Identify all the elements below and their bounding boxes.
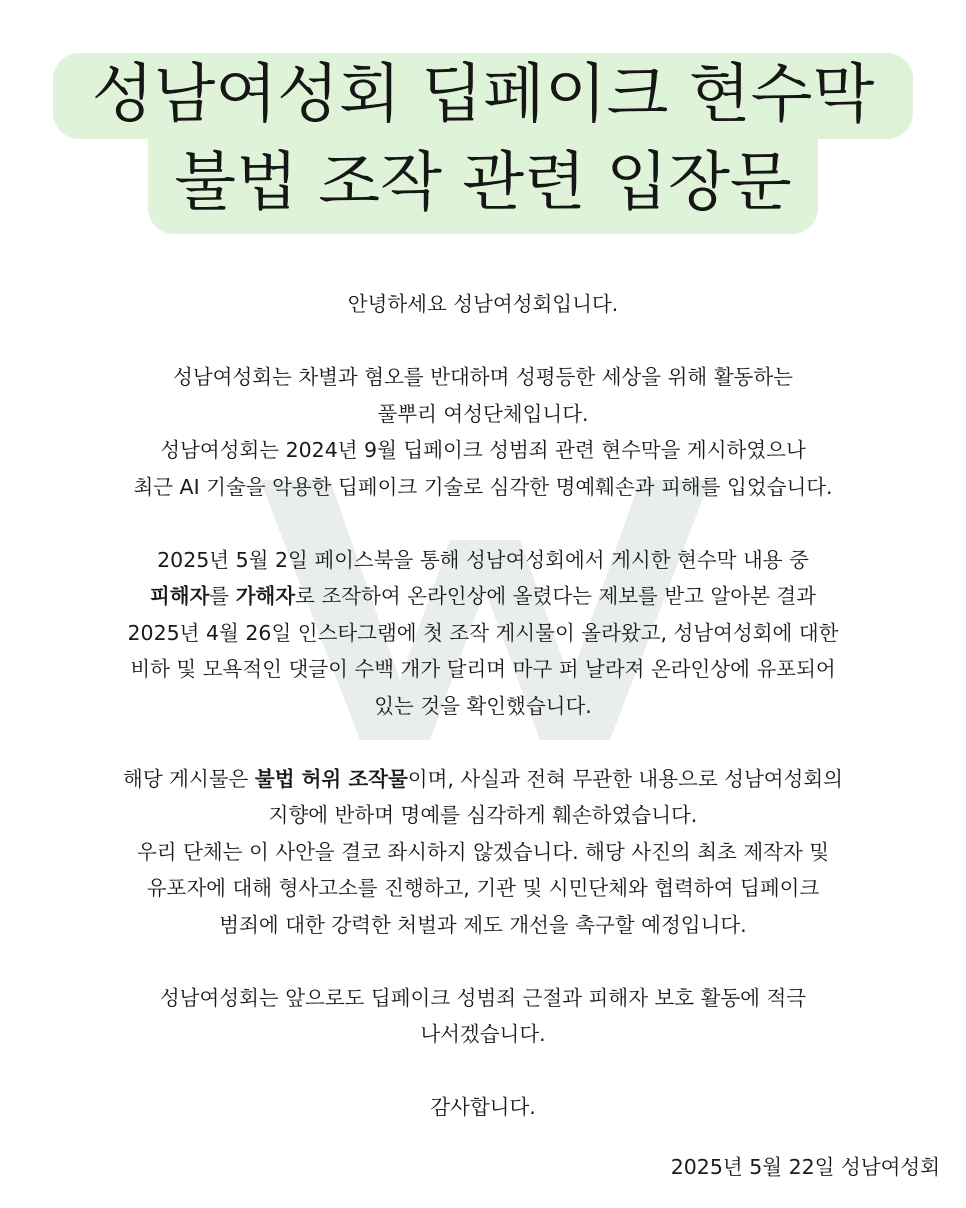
statement-line-1 [20, 761, 946, 798]
report-paragraph [20, 542, 946, 725]
statement-line-1-part-1: 해당 게시물은 [123, 766, 255, 791]
page-title-line-2: 불법 조작 관련 입장문 [148, 139, 818, 234]
greeting-text: 안녕하세요 성남여성회입니다. [347, 292, 619, 316]
intro-line-1: 성남여성회는 차별과 혐오를 반대하며 성평등한 세상을 위해 활동하는 [173, 365, 793, 389]
closing-line-1: 성남여성회는 앞으로도 딥페이크 성범죄 근절과 피해자 보호 활동에 적극 [159, 985, 807, 1010]
report-line-2-part-2: 로 조작하여 온라인상에 올렸다는 제보를 받고 알아본 결과 [295, 584, 817, 608]
statement-line-2: 지향에 반하며 명예를 심각하게 훼손하였습니다. [268, 803, 698, 827]
thanks-paragraph [20, 1089, 946, 1126]
date-signature: 2025년 5월 22일 성남여성회 [670, 1155, 940, 1179]
report-line-1: 2025년 5월 2일 페이스북을 통해 성남여성회에서 게시한 현수막 내용 중 [157, 547, 809, 572]
greeting-paragraph [20, 286, 946, 323]
perpetrator-bold-text: 가해자 [235, 584, 296, 608]
statement-paragraph [20, 761, 946, 944]
report-line-2 [20, 578, 946, 615]
statement-line-3: 우리 단체는 이 사안을 결코 좌시하지 않겠습니다. 해당 사진의 최초 제작자 및 [136, 839, 830, 864]
statement-line-5: 범죄에 대한 강력한 처벌과 제도 개선을 촉구할 예정입니다. [219, 912, 747, 937]
page-title-line-1: 성남여성회 딥페이크 현수막 [53, 53, 913, 139]
report-line-3: 2025년 4월 26일 인스타그램에 첫 조작 게시물이 올라왔고, 성남여성회에 대한 [127, 620, 839, 645]
statement-body [20, 286, 946, 1162]
intro-line-4: 최근 AI 기술을 악용한 딥페이크 기술로 심각한 명예훼손과 피해를 입었습니다. [133, 474, 833, 499]
closing-line-2: 나서겠습니다. [420, 1022, 546, 1046]
report-line-5: 있는 것을 확인했습니다. [374, 693, 592, 718]
intro-paragraph [20, 359, 946, 505]
report-line-2-part-1: 를 [209, 584, 236, 608]
closing-paragraph [20, 980, 946, 1053]
intro-line-3: 성남여성회는 2024년 9월 딥페이크 성범죄 관련 현수막을 게시하였으나 [160, 438, 806, 462]
statement-line-4: 유포자에 대해 형사고소를 진행하고, 기관 및 시민단체와 협력하여 딥페이크 [146, 876, 820, 900]
victim-bold-text: 피해자 [149, 584, 210, 608]
thanks-text: 감사합니다. [430, 1095, 536, 1119]
illegal-fabrication-bold-text: 불법 허위 조작물 [254, 766, 408, 791]
statement-line-1-part-2: 이며, 사실과 전혀 무관한 내용으로 성남여성회의 [407, 766, 843, 791]
report-line-4: 비하 및 모욕적인 댓글이 수백 개가 달리며 마구 퍼 날라져 온라인상에 유포되어 [130, 657, 836, 681]
intro-line-2: 풀뿌리 여성단체입니다. [377, 401, 589, 426]
